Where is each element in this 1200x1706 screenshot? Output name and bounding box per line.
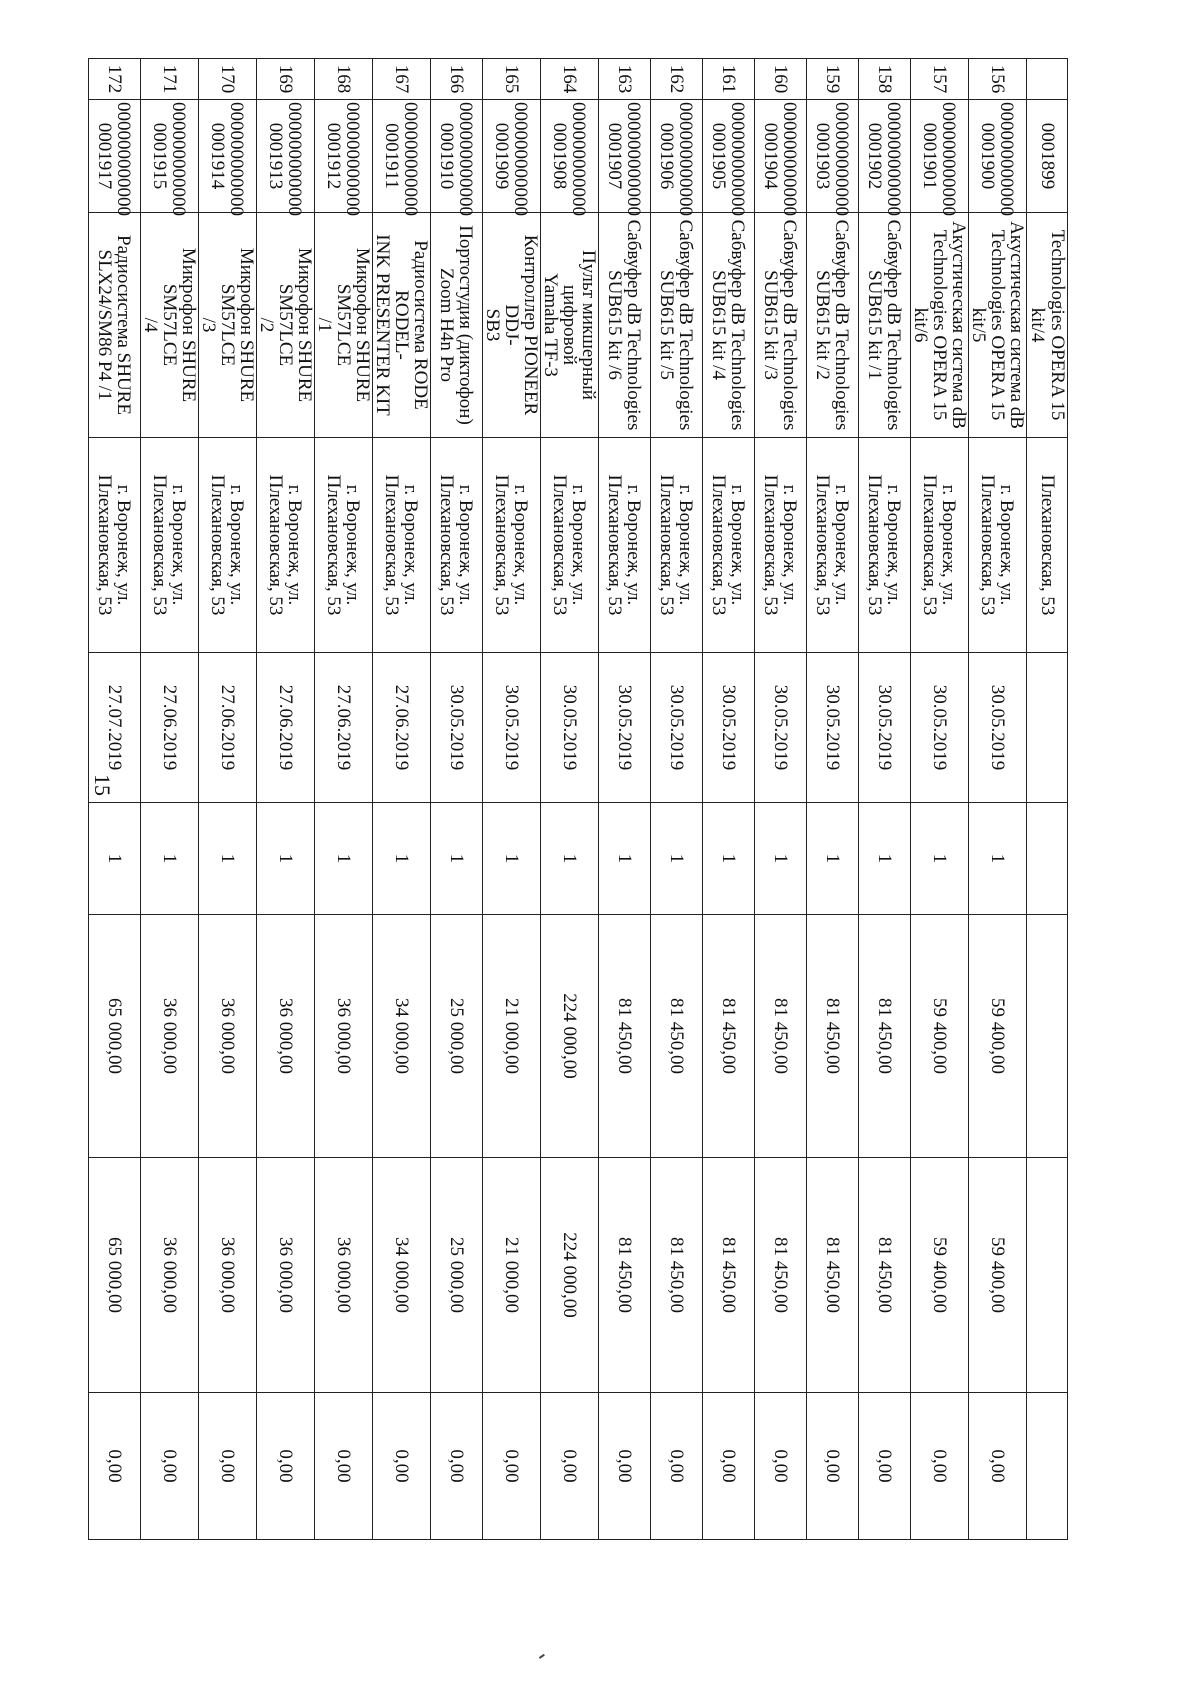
asset-table-container	[94, 58, 1068, 1539]
cell-name-line: Микрофон SHURE SM57LCE	[275, 247, 315, 403]
cell-residual-value: 0,00	[257, 1393, 315, 1540]
cell-address-line: г. Воронеж, ул.	[568, 484, 590, 606]
cell-index: 160	[755, 59, 807, 100]
cell-name-line: SUB615 kit /3	[760, 270, 782, 380]
cell-date: 27.06.2019	[257, 653, 315, 803]
cell-name	[199, 213, 257, 438]
cell-inventory-number	[541, 100, 599, 216]
table-row	[431, 59, 483, 1540]
cell-date: 30.05.2019	[911, 653, 969, 803]
cell-depreciation: 59 400,00	[911, 1158, 969, 1393]
cell-address: Плехановская, 53	[1027, 438, 1068, 653]
cell-quantity: 1	[911, 803, 969, 915]
cell-index	[1027, 59, 1068, 100]
cell-quantity: 1	[373, 803, 431, 915]
cell-residual-value: 0,00	[431, 1393, 483, 1540]
cell-index: 159	[807, 59, 859, 100]
cell-name	[541, 213, 599, 438]
cell-date: 27.06.2019	[373, 653, 431, 803]
table-row	[599, 59, 651, 1540]
cell-address-line: г. Воронеж, ул.	[455, 484, 477, 606]
cell-residual-value: 0,00	[755, 1393, 807, 1540]
cell-address-line: г. Воронеж, ул.	[510, 484, 532, 606]
cell-address	[807, 438, 859, 653]
cell-inventory-number-line: 0001912	[323, 122, 345, 190]
cell-residual-value: 0,00	[541, 1393, 599, 1540]
table-row	[373, 59, 431, 1540]
cell-initial-cost: 36 000,00	[257, 915, 315, 1158]
cell-inventory-number-line: 0001915	[149, 122, 171, 190]
cell-name-line: Радиосистема SHURE	[113, 235, 135, 415]
cell-initial-cost: 36 000,00	[141, 915, 199, 1158]
cell-depreciation: 81 450,00	[807, 1158, 859, 1393]
cell-name-line: SUB615 kit /6	[604, 270, 626, 380]
cell-name-line: /4	[140, 317, 161, 333]
table-row	[315, 59, 373, 1540]
cell-residual-value: 0,00	[599, 1393, 651, 1540]
cell-address-line: г. Воронеж, ул.	[284, 484, 306, 606]
cell-depreciation: 81 450,00	[859, 1158, 911, 1393]
cell-name	[257, 213, 315, 438]
cell-address-line: г. Воронеж, ул.	[883, 484, 905, 606]
cell-inventory-number-line: 0001900	[977, 122, 999, 190]
cell-index: 163	[599, 59, 651, 100]
cell-initial-cost: 36 000,00	[199, 915, 257, 1158]
cell-name	[315, 213, 373, 438]
cell-name	[431, 213, 483, 438]
cell-address-line: г. Воронеж, ул.	[623, 484, 645, 606]
cell-name-line: Zoom H4n Pro	[436, 268, 458, 382]
cell-inventory-number-line: 0001913	[265, 122, 287, 190]
cell-residual-value: 0,00	[911, 1393, 969, 1540]
cell-inventory-number-line: 000000000000	[510, 102, 532, 216]
cell-quantity: 1	[703, 803, 755, 915]
cell-inventory-number-line: 0001914	[207, 122, 229, 190]
cell-name	[141, 213, 199, 438]
cell-inventory-number-line: 000000000000	[455, 102, 477, 216]
cell-initial-cost: 81 450,00	[807, 915, 859, 1158]
cell-date: 30.05.2019	[431, 653, 483, 803]
cell-inventory-number	[651, 100, 703, 216]
cell-address	[199, 438, 257, 653]
cell-depreciation: 59 400,00	[969, 1158, 1027, 1393]
table-row	[541, 59, 599, 1540]
cell-inventory-number	[199, 100, 257, 216]
cell-name-line: SUB615 kit /2	[812, 270, 834, 380]
cell-address-line: г. Воронеж, ул.	[675, 484, 697, 606]
cell-inventory-number-line: 0001910	[436, 122, 458, 190]
cell-initial-cost: 59 400,00	[969, 915, 1027, 1158]
cell-name-line: Микрофон SHURE SM57LCE	[159, 247, 199, 403]
cell-address-line: Плехановская, 53	[812, 474, 834, 616]
table-row	[257, 59, 315, 1540]
cell-name-line: Technologies OPERA 15 kit/5	[968, 229, 1008, 421]
cell-residual-value: 0,00	[483, 1393, 541, 1540]
cell-quantity: 1	[651, 803, 703, 915]
cell-name-line: Микрофон SHURE SM57LCE	[333, 247, 373, 403]
cell-initial-cost: 224 000,00	[541, 915, 599, 1158]
cell-quantity: 1	[859, 803, 911, 915]
cell-name-line: SB3	[482, 308, 503, 342]
cell-initial-cost: 81 450,00	[651, 915, 703, 1158]
cell-depreciation	[1027, 1158, 1068, 1393]
cell-inventory-number-line: 0001903	[812, 122, 834, 190]
cell-depreciation: 81 450,00	[651, 1158, 703, 1393]
cell-address	[431, 438, 483, 653]
cell-quantity: 1	[431, 803, 483, 915]
cell-inventory-number	[373, 100, 431, 216]
cell-quantity: 1	[141, 803, 199, 915]
cell-quantity: 1	[89, 803, 141, 915]
cell-index: 157	[911, 59, 969, 100]
cell-name-line: Сабвуфер dB Technologies	[623, 219, 645, 431]
page-number: 15	[90, 774, 115, 796]
cell-name	[703, 213, 755, 438]
cell-date: 27.07.2019	[89, 653, 141, 803]
table-row-continued	[1027, 59, 1068, 1540]
asset-table	[88, 58, 1068, 1540]
cell-inventory-number-line: 0001911	[381, 123, 403, 189]
cell-index: 167	[373, 59, 431, 100]
table-row	[911, 59, 969, 1540]
cell-inventory-number-line: 0001917	[94, 122, 116, 190]
cell-address	[859, 438, 911, 653]
cell-depreciation: 81 450,00	[755, 1158, 807, 1393]
cell-inventory-number-line: 000000000000	[568, 102, 590, 216]
cell-residual-value: 0,00	[141, 1393, 199, 1540]
cell-inventory-number-line: 000000000000	[883, 102, 905, 216]
cell-address	[969, 438, 1027, 653]
cell-inventory-number	[911, 100, 969, 216]
cell-name-line: SUB615 kit /5	[656, 270, 678, 380]
table-row	[807, 59, 859, 1540]
cell-address	[651, 438, 703, 653]
cell-date: 30.05.2019	[807, 653, 859, 803]
table-row	[89, 59, 141, 1540]
cell-inventory-number	[755, 100, 807, 216]
cell-index: 172	[89, 59, 141, 100]
table-row	[651, 59, 703, 1540]
cell-address-line: Плехановская, 53	[436, 474, 458, 616]
cell-address-line: Плехановская, 53	[381, 474, 403, 616]
cell-name	[483, 213, 541, 438]
cell-name	[911, 213, 969, 438]
cell-depreciation: 34 000,00	[373, 1158, 431, 1393]
cell-index: 168	[315, 59, 373, 100]
cell-inventory-number	[431, 100, 483, 216]
cell-index: 171	[141, 59, 199, 100]
cell-inventory-number	[599, 100, 651, 216]
cell-inventory-number-line: 000000000000	[284, 102, 306, 216]
cell-address-line: Плехановская, 53	[919, 474, 941, 616]
cell-address-line: Плехановская, 53	[149, 474, 171, 616]
cell-residual-value: 0,00	[89, 1393, 141, 1540]
cell-address	[257, 438, 315, 653]
cell-inventory-number-line: 000000000000	[938, 102, 960, 216]
cell-name-line: Сабвуфер dB Technologies	[779, 219, 801, 431]
cell-inventory-number	[315, 100, 373, 216]
cell-inventory-number-line: 0001908	[549, 122, 571, 190]
cell-quantity: 1	[541, 803, 599, 915]
cell-inventory-number-line: 000000000000	[779, 102, 801, 216]
table-row	[755, 59, 807, 1540]
cell-index: 158	[859, 59, 911, 100]
cell-address-line: Плехановская, 53	[708, 474, 730, 616]
cell-address-line: г. Воронеж, ул.	[113, 484, 135, 606]
cell-address-line: Плехановская, 53	[549, 474, 571, 616]
cell-residual-value: 0,00	[651, 1393, 703, 1540]
cell-inventory-number-line: 0001904	[760, 122, 782, 190]
cell-address-line: Плехановская, 53	[864, 474, 886, 616]
cell-name-line: Микрофон SHURE SM57LCE	[217, 247, 257, 403]
cell-date	[1027, 653, 1068, 803]
cell-residual-value: 0,00	[315, 1393, 373, 1540]
cell-address	[911, 438, 969, 653]
cell-address-line: Плехановская, 53	[94, 474, 116, 616]
cell-initial-cost: 25 000,00	[431, 915, 483, 1158]
cell-inventory-number-line: 0001905	[708, 122, 730, 190]
cell-name	[89, 213, 141, 438]
cell-inventory-number	[969, 100, 1027, 216]
cell-date: 30.05.2019	[651, 653, 703, 803]
cell-inventory-number-line: 000000000000	[400, 102, 422, 216]
cell-inventory-number-line: 0001902	[864, 122, 886, 190]
cell-quantity: 1	[969, 803, 1027, 915]
cell-name	[755, 213, 807, 438]
cell-index: 169	[257, 59, 315, 100]
cell-name-line: Yamaha TF-3	[540, 273, 561, 377]
cell-name	[859, 213, 911, 438]
cell-quantity	[1027, 803, 1068, 915]
cell-index: 170	[199, 59, 257, 100]
cell-name-line: Акустическая система dB	[948, 221, 969, 429]
cell-initial-cost: 36 000,00	[315, 915, 373, 1158]
cell-residual-value: 0,00	[859, 1393, 911, 1540]
cell-inventory-number-line: 000000000000	[342, 102, 364, 216]
cell-date: 30.05.2019	[703, 653, 755, 803]
cell-residual-value: 0,00	[969, 1393, 1027, 1540]
cell-name-line: Сабвуфер dB Technologies	[883, 219, 905, 431]
cell-address	[755, 438, 807, 653]
cell-name-line: Technologies OPERA 15 kit/6	[910, 229, 950, 421]
cell-date: 30.05.2019	[599, 653, 651, 803]
cell-inventory-number	[807, 100, 859, 216]
cell-residual-value: 0,00	[373, 1393, 431, 1540]
cell-quantity: 1	[483, 803, 541, 915]
cell-address-line: г. Воронеж, ул.	[779, 484, 801, 606]
cell-residual-value: 0,00	[199, 1393, 257, 1540]
cell-depreciation: 81 450,00	[703, 1158, 755, 1393]
table-row	[483, 59, 541, 1540]
cell-depreciation: 65 000,00	[89, 1158, 141, 1393]
table-row	[703, 59, 755, 1540]
cell-address-line: г. Воронеж, ул.	[831, 484, 853, 606]
cell-name-line: /2	[256, 317, 277, 333]
cell-quantity: 1	[199, 803, 257, 915]
cell-inventory-number-line: 0001906	[656, 122, 678, 190]
cell-inventory-number-line: 000000000000	[226, 102, 248, 216]
cell-residual-value	[1027, 1393, 1068, 1540]
cell-address-line: г. Воронеж, ул.	[727, 484, 749, 606]
cell-date: 27.06.2019	[141, 653, 199, 803]
cell-name-line: Сабвуфер dB Technologies	[675, 219, 697, 431]
cell-initial-cost: 34 000,00	[373, 915, 431, 1158]
cell-initial-cost: 81 450,00	[859, 915, 911, 1158]
cell-date: 30.05.2019	[755, 653, 807, 803]
cell-depreciation: 36 000,00	[199, 1158, 257, 1393]
cell-index: 166	[431, 59, 483, 100]
cell-depreciation: 224 000,00	[541, 1158, 599, 1393]
cell-date: 30.05.2019	[541, 653, 599, 803]
cell-inventory-number-line: 0001907	[604, 122, 626, 190]
cell-name-line: Сабвуфер dB Technologies	[727, 219, 749, 431]
cell-initial-cost	[1027, 915, 1068, 1158]
cell-date: 27.06.2019	[199, 653, 257, 803]
cell-address	[141, 438, 199, 653]
table-row	[969, 59, 1027, 1540]
cell-name: Technologies OPERA 15 kit/4	[1027, 213, 1068, 438]
cell-address-line: г. Воронеж, ул.	[168, 484, 190, 606]
cell-address-line: Плехановская, 53	[323, 474, 345, 616]
cell-address	[89, 438, 141, 653]
cell-address-line: г. Воронеж, ул.	[400, 484, 422, 606]
cell-name-line: Пульт микшерный цифровой	[559, 250, 599, 400]
cell-inventory-number-line: 000000000000	[727, 102, 749, 216]
cell-depreciation: 36 000,00	[141, 1158, 199, 1393]
table-row	[199, 59, 257, 1540]
cell-inventory-number	[257, 100, 315, 216]
cell-inventory-number	[141, 100, 199, 216]
cell-residual-value: 0,00	[703, 1393, 755, 1540]
cell-address-line: г. Воронеж, ул.	[342, 484, 364, 606]
cell-name-line: SUB615 kit /1	[864, 270, 886, 380]
cell-inventory-number	[859, 100, 911, 216]
cell-name-line: SLX24/SM86 P4 /1	[94, 249, 116, 401]
cell-depreciation: 36 000,00	[315, 1158, 373, 1393]
cell-date: 30.05.2019	[969, 653, 1027, 803]
cell-name-line: /3	[198, 317, 219, 333]
cell-name-line: Контроллер PIONEER DDJ-	[501, 234, 541, 416]
cell-depreciation: 36 000,00	[257, 1158, 315, 1393]
cell-inventory-number-line: 0001901	[919, 122, 941, 190]
cell-address-line: Плехановская, 53	[604, 474, 626, 616]
cell-initial-cost: 81 450,00	[755, 915, 807, 1158]
cell-address-line: г. Воронеж, ул.	[938, 484, 960, 606]
cell-quantity: 1	[599, 803, 651, 915]
cell-quantity: 1	[755, 803, 807, 915]
cell-date: 30.05.2019	[859, 653, 911, 803]
cell-address	[541, 438, 599, 653]
cell-inventory-number-line: 000000000000	[996, 102, 1018, 216]
cell-initial-cost: 59 400,00	[911, 915, 969, 1158]
cell-name	[373, 213, 431, 438]
asset-table-rotated	[94, 58, 1068, 1539]
cell-address-line: г. Воронеж, ул.	[226, 484, 248, 606]
cell-name-line: Портостудия (диктофон)	[455, 225, 477, 425]
cell-date: 27.06.2019	[315, 653, 373, 803]
cell-address	[315, 438, 373, 653]
cell-address	[599, 438, 651, 653]
cell-inventory-number	[483, 100, 541, 216]
table-row	[141, 59, 199, 1540]
cell-quantity: 1	[315, 803, 373, 915]
scan-mark	[539, 1654, 547, 1662]
cell-address	[703, 438, 755, 653]
cell-index: 156	[969, 59, 1027, 100]
cell-inventory-number-line: 000000000000	[623, 102, 645, 216]
cell-address-line: Плехановская, 53	[656, 474, 678, 616]
cell-inventory-number-line: 000000000000	[675, 102, 697, 216]
cell-residual-value: 0,00	[807, 1393, 859, 1540]
cell-name	[807, 213, 859, 438]
cell-index: 165	[483, 59, 541, 100]
cell-address-line: Плехановская, 53	[977, 474, 999, 616]
cell-inventory-number	[89, 100, 141, 216]
cell-inventory-number-line: 000000000000	[831, 102, 853, 216]
cell-address-line: г. Воронеж, ул.	[996, 484, 1018, 606]
cell-address	[373, 438, 431, 653]
cell-address-line: Плехановская, 53	[491, 474, 513, 616]
cell-address-line: Плехановская, 53	[207, 474, 229, 616]
cell-name	[651, 213, 703, 438]
cell-initial-cost: 21 000,00	[483, 915, 541, 1158]
cell-name-line: Радиосистема RODE RODEL-	[391, 240, 431, 410]
cell-quantity: 1	[257, 803, 315, 915]
cell-address-line: Плехановская, 53	[760, 474, 782, 616]
cell-inventory-number: 0001899	[1027, 100, 1068, 213]
cell-name-line: Акустическая система dB	[1006, 221, 1027, 429]
cell-date: 30.05.2019	[483, 653, 541, 803]
cell-name-line: SUB615 kit /4	[708, 270, 730, 380]
cell-name-line: Сабвуфер dB Technologies	[831, 219, 853, 431]
cell-address-line: Плехановская, 53	[265, 474, 287, 616]
cell-inventory-number-line: 000000000000	[113, 102, 135, 216]
cell-initial-cost: 81 450,00	[703, 915, 755, 1158]
cell-depreciation: 21 000,00	[483, 1158, 541, 1393]
cell-depreciation: 81 450,00	[599, 1158, 651, 1393]
cell-inventory-number	[703, 100, 755, 216]
cell-index: 161	[703, 59, 755, 100]
cell-name	[969, 213, 1027, 438]
cell-address	[483, 438, 541, 653]
cell-name-line: /1	[314, 317, 335, 333]
table-row	[859, 59, 911, 1540]
cell-name	[599, 213, 651, 438]
cell-index: 164	[541, 59, 599, 100]
cell-name-line: INK PRESENTER KIT	[372, 234, 393, 416]
cell-initial-cost: 81 450,00	[599, 915, 651, 1158]
cell-inventory-number-line: 000000000000	[168, 102, 190, 216]
cell-quantity: 1	[807, 803, 859, 915]
table-body	[89, 59, 1068, 1540]
cell-depreciation: 25 000,00	[431, 1158, 483, 1393]
cell-index: 162	[651, 59, 703, 100]
cell-initial-cost: 65 000,00	[89, 915, 141, 1158]
cell-inventory-number-line: 0001909	[491, 122, 513, 190]
